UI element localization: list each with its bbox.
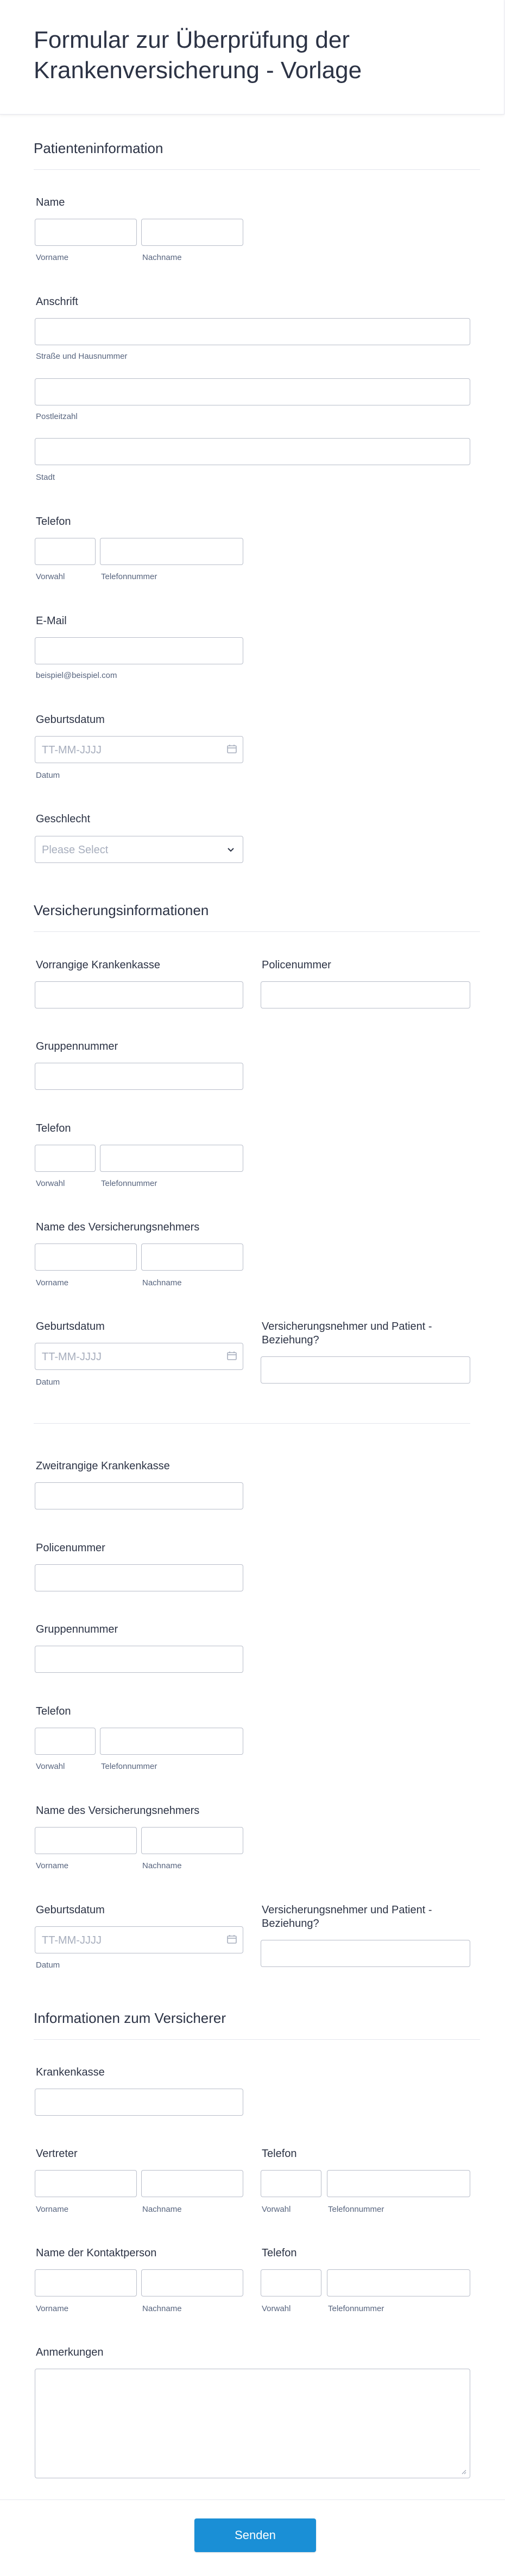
contact-first-sublabel: Vorname: [36, 2304, 69, 2313]
secondary-group-input[interactable]: [35, 1646, 243, 1673]
group-number-input[interactable]: [35, 1063, 243, 1090]
secondary-relationship-label-line2: Beziehung?: [262, 1918, 319, 1930]
insurer-company-label: Krankenkasse: [36, 2066, 105, 2078]
gender-label: Geschlecht: [36, 813, 91, 825]
secondary-policy-input[interactable]: [35, 1564, 243, 1591]
secondary-holder-last-sublabel: Nachname: [142, 1861, 182, 1870]
representative-phone-sublabel: Telefonnummer: [328, 2205, 384, 2214]
dob-label: Geburtsdatum: [36, 714, 105, 726]
dob-placeholder: TT-MM-JJJJ: [42, 744, 102, 756]
contact-first-input[interactable]: [35, 2269, 137, 2296]
notes-label: Anmerkungen: [36, 2346, 104, 2358]
secondary-phone-label: Telefon: [36, 1705, 71, 1717]
representative-area-sublabel: Vorwahl: [262, 2205, 291, 2214]
secondary-area-code-input[interactable]: [35, 1728, 96, 1755]
secondary-phone-number-input[interactable]: [100, 1728, 243, 1755]
phone-number-sublabel: Telefonnummer: [101, 572, 157, 581]
section-divider: [34, 931, 480, 932]
insurance-phone-label: Telefon: [36, 1122, 71, 1134]
contact-person-label: Name der Kontaktperson: [36, 2247, 157, 2259]
submit-button[interactable]: Senden: [194, 2518, 316, 2552]
section-divider: [34, 2039, 480, 2040]
email-label: E-Mail: [36, 615, 67, 627]
calendar-icon[interactable]: [226, 1351, 237, 1361]
form-title-line1: Formular zur Überprüfung der: [34, 27, 350, 53]
representative-label: Vertreter: [36, 2148, 78, 2160]
secondary-holder-label: Name des Versicherungsnehmers: [36, 1805, 200, 1817]
policy-number-input[interactable]: [261, 981, 470, 1008]
secondary-holder-first-input[interactable]: [35, 1827, 137, 1854]
contact-phone-sublabel: Telefonnummer: [328, 2304, 384, 2313]
secondary-holder-last-input[interactable]: [141, 1827, 243, 1854]
policyholder-first-sublabel: Vorname: [36, 1278, 69, 1287]
secondary-relationship-label-line1: Versicherungsnehmer und Patient -: [262, 1904, 432, 1916]
representative-first-sublabel: Vorname: [36, 2205, 69, 2214]
insurance-phone-number-input[interactable]: [100, 1145, 243, 1172]
phone-label: Telefon: [36, 516, 71, 528]
city-sublabel: Stadt: [36, 473, 55, 482]
street-input[interactable]: [35, 318, 470, 345]
contact-phone-label: Telefon: [262, 2247, 297, 2259]
representative-phone-input[interactable]: [327, 2170, 470, 2197]
first-name-input[interactable]: [35, 219, 137, 246]
secondary-dob-sublabel: Datum: [36, 1960, 60, 1970]
calendar-icon[interactable]: [226, 744, 237, 754]
policyholder-dob-placeholder: TT-MM-JJJJ: [42, 1351, 102, 1363]
secondary-insurer-label: Zweitrangige Krankenkasse: [36, 1460, 170, 1472]
resize-grip-icon[interactable]: [461, 2469, 466, 2475]
secondary-insurer-input[interactable]: [35, 1482, 243, 1509]
last-name-sublabel: Nachname: [142, 253, 182, 262]
policyholder-name-label: Name des Versicherungsnehmers: [36, 1221, 200, 1233]
relationship-label-line2: Beziehung?: [262, 1334, 319, 1346]
secondary-dob-label: Geburtsdatum: [36, 1904, 105, 1916]
policyholder-dob-sublabel: Datum: [36, 1378, 60, 1387]
secondary-holder-first-sublabel: Vorname: [36, 1861, 69, 1870]
section-title-insurer: Informationen zum Versicherer: [34, 2010, 226, 2026]
insurance-phone-number-sublabel: Telefonnummer: [101, 1179, 157, 1188]
contact-last-sublabel: Nachname: [142, 2304, 182, 2313]
secondary-dob-placeholder: TT-MM-JJJJ: [42, 1934, 102, 1946]
last-name-input[interactable]: [141, 219, 243, 246]
insurance-area-code-sublabel: Vorwahl: [36, 1179, 65, 1188]
group-divider: [34, 1423, 470, 1424]
section-title-insurance: Versicherungsinformationen: [34, 902, 209, 918]
section-divider: [34, 169, 480, 170]
relationship-input[interactable]: [261, 1356, 470, 1384]
group-number-label: Gruppennummer: [36, 1040, 118, 1052]
policyholder-first-name-input[interactable]: [35, 1243, 137, 1271]
name-label: Name: [36, 196, 65, 208]
area-code-input[interactable]: [35, 538, 96, 565]
insurer-company-input[interactable]: [35, 2089, 243, 2116]
policyholder-dob-input[interactable]: [35, 1343, 243, 1370]
primary-insurer-label: Vorrangige Krankenkasse: [36, 959, 161, 971]
secondary-relationship-input[interactable]: [261, 1940, 470, 1967]
email-input[interactable]: [35, 637, 243, 664]
relationship-label-line1: Versicherungsnehmer und Patient -: [262, 1321, 432, 1333]
address-label: Anschrift: [36, 296, 78, 308]
phone-number-input[interactable]: [100, 538, 243, 565]
dob-sublabel: Datum: [36, 771, 60, 780]
secondary-policy-label: Policenummer: [36, 1542, 105, 1554]
representative-first-input[interactable]: [35, 2170, 137, 2197]
secondary-dob-input[interactable]: [35, 1926, 243, 1953]
gender-select[interactable]: [35, 836, 243, 863]
contact-area-code-input[interactable]: [261, 2269, 321, 2296]
insurance-area-code-input[interactable]: [35, 1145, 96, 1172]
contact-last-input[interactable]: [141, 2269, 243, 2296]
notes-textarea[interactable]: [35, 2369, 470, 2478]
form-title-line2: Krankenversicherung - Vorlage: [34, 57, 362, 84]
primary-insurer-input[interactable]: [35, 981, 243, 1008]
secondary-group-label: Gruppennummer: [36, 1623, 118, 1635]
secondary-phone-number-sublabel: Telefonnummer: [101, 1762, 157, 1771]
contact-phone-input[interactable]: [327, 2269, 470, 2296]
section-title-patient: Patienteninformation: [34, 140, 163, 156]
area-code-sublabel: Vorwahl: [36, 572, 65, 581]
calendar-icon[interactable]: [226, 1934, 237, 1944]
dob-input[interactable]: [35, 736, 243, 763]
policyholder-last-sublabel: Nachname: [142, 1278, 182, 1287]
secondary-area-code-sublabel: Vorwahl: [36, 1762, 65, 1771]
street-sublabel: Straße und Hausnummer: [36, 352, 128, 361]
policy-number-label: Policenummer: [262, 959, 331, 971]
zip-input[interactable]: [35, 378, 470, 405]
policyholder-last-name-input[interactable]: [141, 1243, 243, 1271]
representative-phone-label: Telefon: [262, 2148, 297, 2160]
representative-area-code-input[interactable]: [261, 2170, 321, 2197]
gender-placeholder: Please Select: [42, 844, 109, 856]
representative-last-sublabel: Nachname: [142, 2205, 182, 2214]
contact-area-sublabel: Vorwahl: [262, 2304, 291, 2313]
representative-last-input[interactable]: [141, 2170, 243, 2197]
policyholder-dob-label: Geburtsdatum: [36, 1321, 105, 1333]
city-input[interactable]: [35, 438, 470, 465]
email-sublabel: beispiel@beispiel.com: [36, 671, 117, 680]
chevron-down-icon: [226, 845, 235, 854]
zip-sublabel: Postleitzahl: [36, 412, 78, 421]
first-name-sublabel: Vorname: [36, 253, 69, 262]
